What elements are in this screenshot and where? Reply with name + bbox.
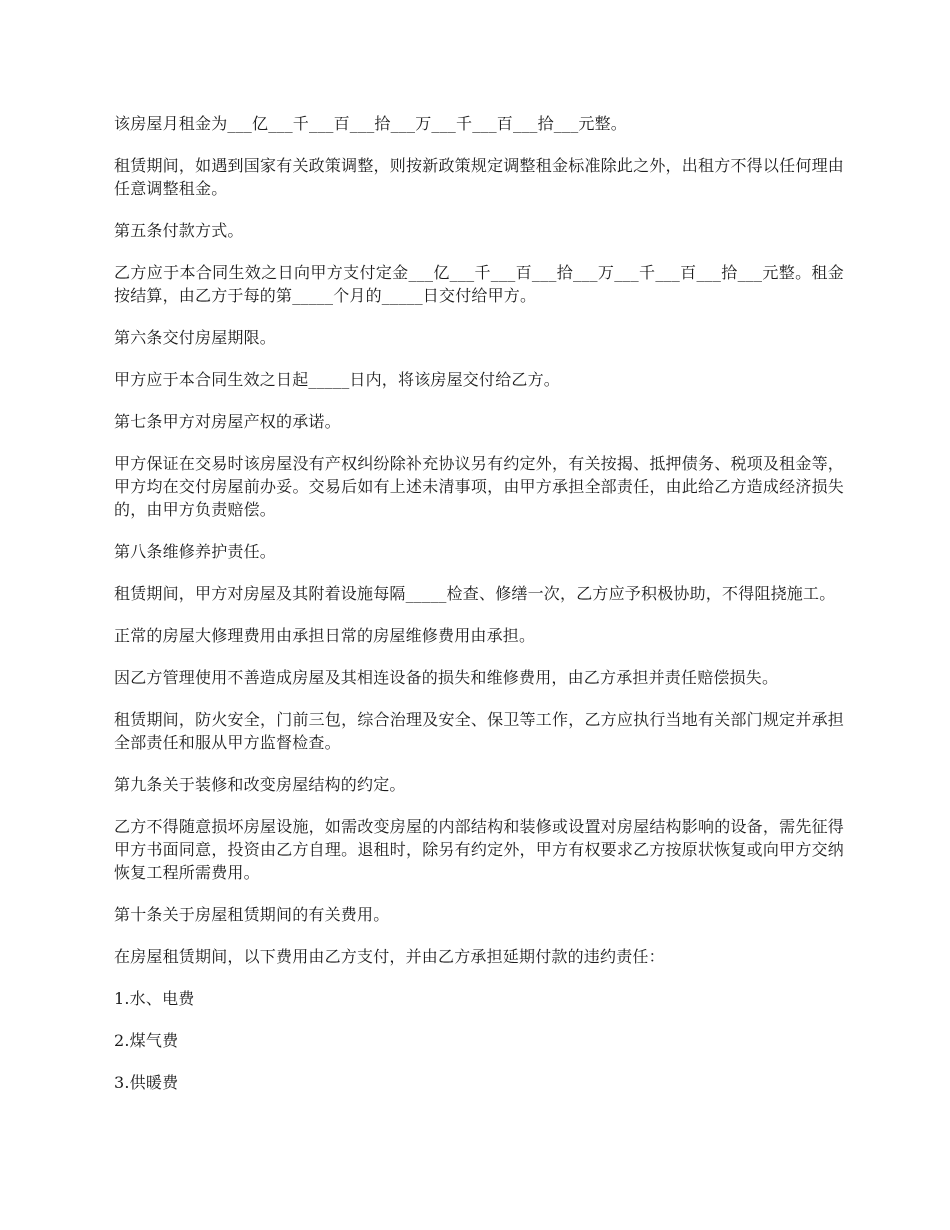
paragraph-monthly-rent: 该房屋月租金为___亿___千___百___拾___万___千___百___拾___元整。 — [114, 114, 628, 133]
heading-article-5: 第五条付款方式。 — [114, 221, 244, 240]
paragraph-renovation: 乙方不得随意损坏房屋设施，如需改变房屋的内部结构和装修或设置对房屋结构影响的设备，需先征得甲方书面同意，投资由乙方自理。退租时，除另有约定外，甲方有权要求乙方按原状恢复或向甲方交纳恢复工程所需费用。 — [114, 817, 844, 882]
paragraph-fire-safety: 租赁期间，防火安全，门前三包，综合治理及安全、保卫等工作，乙方应执行当地有关部门规定并承担全部责任和服从甲方监督检查。 — [114, 710, 844, 752]
paragraph-major-repair: 正常的房屋大修理费用由承担日常的房屋维修费用由承担。 — [114, 626, 536, 645]
paragraph-deposit-payment: 乙方应于本合同生效之日向甲方支付定金___亿___千___百___拾___万___千___百___拾___元整。租金按结算，由乙方于每的第_____个月的_____日交付给甲方。 — [114, 263, 844, 305]
paragraph-property-commitment: 甲方保证在交易时该房屋没有产权纠纷除补充协议另有约定外，有关按揭、抵押债务、税项及租金等，甲方均在交付房屋前办妥。交易后如有上述未清事项，由甲方承担全部责任，由此给乙方造成经济损失的，由甲方负责赔偿。 — [114, 454, 844, 519]
document-body — [114, 112, 844, 1113]
heading-article-8: 第八条维修养护责任。 — [114, 542, 277, 561]
paragraph-rent-adjustment: 租赁期间，如遇到国家有关政策调整，则按新政策规定调整租金标准除此之外，出租方不得以任何理由任意调整租金。 — [114, 156, 844, 198]
list-item-heating: 3.供暖费 — [114, 1073, 179, 1092]
list-item-gas: 2.煤气费 — [114, 1031, 179, 1050]
paragraph-fees-intro: 在房屋租赁期间，以下费用由乙方支付，并由乙方承担延期付款的违约责任： — [114, 947, 665, 966]
paragraph-damage-liability: 因乙方管理使用不善造成房屋及其相连设备的损失和维修费用，由乙方承担并责任赔偿损失。 — [114, 668, 779, 687]
paragraph-delivery-deadline: 甲方应于本合同生效之日起_____日内，将该房屋交付给乙方。 — [114, 370, 561, 389]
heading-article-10: 第十条关于房屋租赁期间的有关费用。 — [114, 905, 390, 924]
heading-article-7: 第七条甲方对房屋产权的承诺。 — [114, 412, 341, 431]
heading-article-9: 第九条关于装修和改变房屋结构的约定。 — [114, 775, 406, 794]
heading-article-6: 第六条交付房屋期限。 — [114, 328, 277, 347]
paragraph-inspection: 租赁期间，甲方对房屋及其附着设施每隔_____检查、修缮一次，乙方应予积极协助，不得阻挠施工。 — [114, 584, 836, 603]
list-item-water-electricity: 1.水、电费 — [114, 989, 195, 1008]
